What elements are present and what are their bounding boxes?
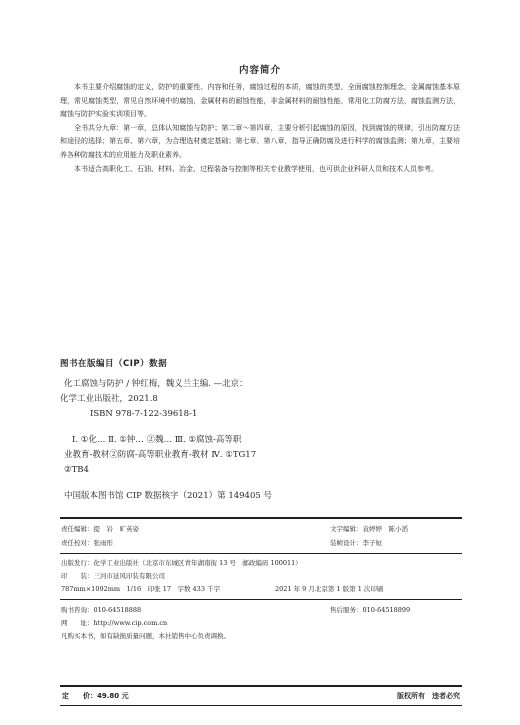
intro-paragraph: 全书共分九章：第一章，总体认知腐蚀与防护；第二章～第四章，主要分析引起腐蚀的原因，找到腐蚀的规律，引出防腐方法和途径的选择；第五章、第六章，为合理选材奠定基础；第七章、第八章，指导正确防腐及进行科学的腐蚀监测；第九章，主要培养各种防腐技术的应用能力及职业素养。 [60,123,460,159]
price-value: 49.80 元 [97,692,129,700]
divider-rule [60,517,462,519]
text-editor-credit [330,524,408,533]
service-label: 售后服务： [330,606,363,614]
designer-label: 装帧设计： [330,539,363,547]
printer-label: 印 装： [61,572,94,580]
price [62,691,129,701]
divider-rule [60,553,462,554]
divider-rule [60,599,462,600]
proofreader-label: 责任校对： [61,539,94,547]
cip-heading: 图书在版编目（CIP）数据 [60,359,168,369]
cip-class-line: Ⅰ. ①化… Ⅱ. ①钟… ②魏… Ⅲ. ①腐蚀-高等职 [72,435,242,445]
intro-paragraph: 本书主要介绍腐蚀的定义，防护的重要性、内容和任务，腐蚀过程的本质，腐蚀的类型，全面腐蚀控制理念，金属腐蚀基本原理，常见腐蚀类型，常见自然环境中的腐蚀，金属材料的耐蚀性能，非金属材料的耐蚀性能，常用化工防腐方法，腐蚀监测方法，腐蚀与防护实验实训项目等。 [60,83,460,119]
replacement-notice: 凡购买本书，如有缺损质量问题，本社销售中心负责调换。 [61,632,230,640]
designer-credit [330,538,382,547]
website-label: 网 址： [61,619,94,627]
cip-record [60,377,364,422]
service-contact [330,605,410,614]
purchase-contact [61,605,141,614]
divider-rule [60,685,462,687]
editor-value: 提 岩 旷英姿 [93,525,139,533]
cip-isbn: ISBN 978-7-122-39618-1 [90,409,198,419]
copyright-notice: 版权所有 违者必究 [397,692,460,700]
intro-paragraph: 本书适合高职化工、石油、材料、冶金、过程装备与控制等相关专业教学使用，也可供企业科研人员和技术人员参考。 [74,164,438,173]
format-spec: 787mm×1092mm 1/16 印张 17 字数 433 千字 [61,585,221,593]
text-editor-value: 袁婷婷 陈小滔 [362,525,408,533]
cip-record-number: 中国版本图书馆 CIP 数据核字（2021）第 149405 号 [64,491,272,501]
printer-line [61,571,165,580]
service-value: 010-64518899 [362,606,411,614]
cip-class-line: 业教育-教材②防腐-高等职业教育-教材 Ⅳ. ①TG17 [64,450,257,460]
price-label: 定 价： [62,692,97,700]
printer-value: 三河市延风印装有限公司 [93,572,165,580]
text-editor-label: 文字编辑： [330,525,363,533]
cip-line: 化学工业出版社，2021.8 [60,394,158,404]
intro-title: 内容简介 [238,65,281,76]
editor-label: 责任编辑： [61,525,94,533]
purchase-value: 010-64518888 [93,606,142,614]
intro-text [60,81,460,176]
designer-value: 李子姮 [362,539,382,547]
price-footer [60,689,462,703]
cip-classification [64,433,294,478]
purchase-label: 购书咨询： [61,606,94,614]
divider-rule [60,705,462,706]
edition-spec: 2021 年 9 月北京第 1 版第 1 次印刷 [275,585,384,593]
proofreader-value: 张雨彤 [93,539,113,547]
cip-line: 化工腐蚀与防护 / 钟红梅，魏义兰主编. —北京： [64,379,248,389]
website-line [61,618,167,627]
cip-class-line: ②TB4 [64,465,89,475]
proofreader-credit [61,538,113,547]
editor-credit [61,524,139,533]
website-link[interactable]: http://www.cip.com.cn [93,619,168,627]
publisher-line: 出版发行：化学工业出版社（北京市东城区青年湖南街 13 号 邮政编码 100011） [61,559,302,567]
